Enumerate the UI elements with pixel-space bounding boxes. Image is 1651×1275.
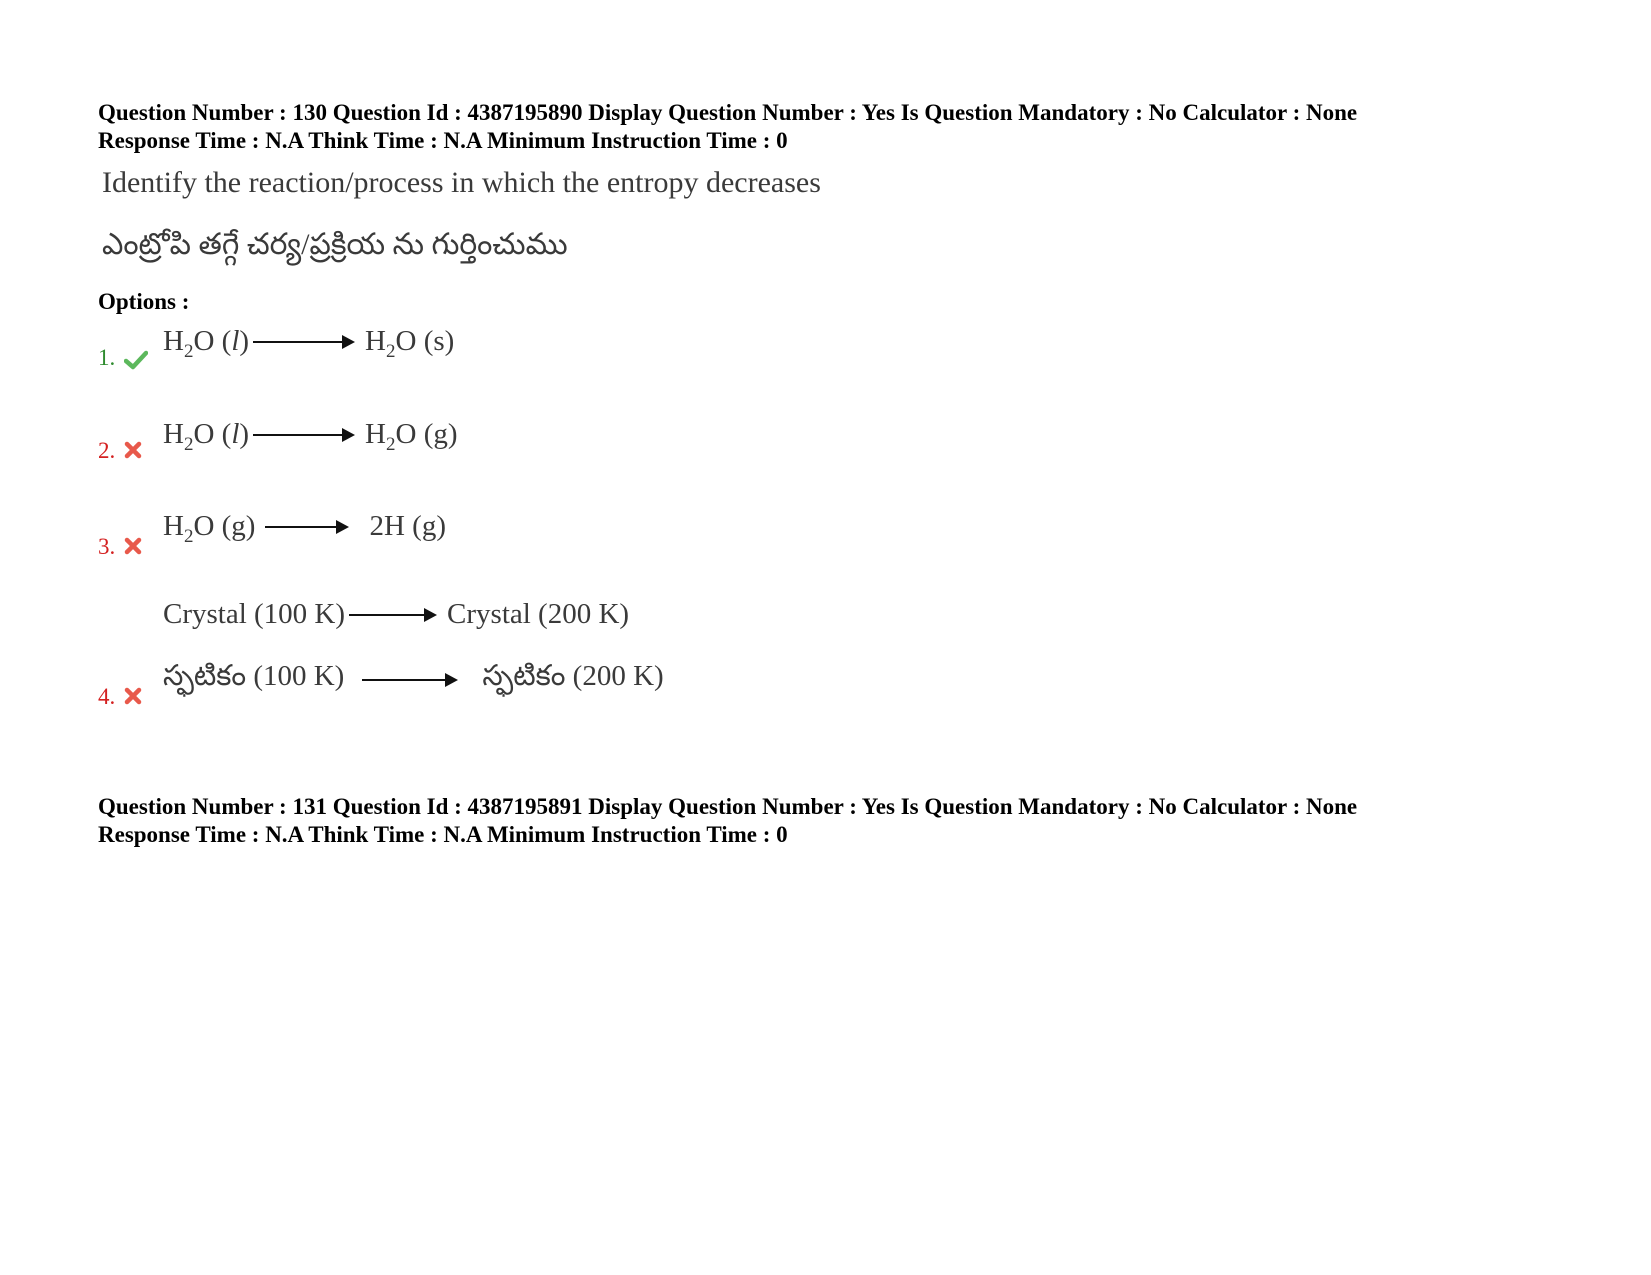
question-text-telugu: ఎంట్రోపి తగ్గే చర్య/ప్రక్రియ ను గుర్తించుము xyxy=(102,228,568,261)
question-131-meta xyxy=(98,793,1357,849)
cross-icon xyxy=(124,441,142,464)
arrow-icon xyxy=(253,434,353,436)
cross-icon xyxy=(124,537,142,560)
option-4-reaction-english[interactable] xyxy=(163,598,629,631)
option-1-rhs: $H_2O$ (s) xyxy=(365,325,455,362)
option-4-en-lhs: Crystal (100 K) xyxy=(163,598,346,630)
check-icon xyxy=(124,350,148,375)
question-130-meta-line1: Question Number : 130 Question Id : 4387195890 Display Question Number : Yes Is Question Mandatory : No Calculator : None xyxy=(98,100,1358,125)
option-4-number: 4. xyxy=(98,684,116,709)
arrow-icon xyxy=(253,341,353,343)
question-text-english: Identify the reaction/process in which the entropy decreases xyxy=(102,166,821,199)
option-2-reaction[interactable] xyxy=(163,418,458,455)
option-3-reaction[interactable] xyxy=(163,510,446,547)
options-label: Options : xyxy=(98,289,190,314)
option-4-te-lhs: స్ఫటికం (100 K) xyxy=(163,660,345,692)
option-4-reaction-telugu[interactable] xyxy=(163,660,664,700)
question-130-meta xyxy=(98,99,1357,155)
cross-icon xyxy=(124,687,142,710)
option-3-lhs: $H_2O$ (g) xyxy=(163,510,256,547)
option-2-rhs: $H_2O$ (g) xyxy=(365,418,458,455)
option-2-lhs: $H_2O$ (l) xyxy=(163,418,250,455)
question-131-meta-line2: Response Time : N.A Think Time : N.A Minimum Instruction Time : 0 xyxy=(98,822,788,847)
arrow-icon xyxy=(349,614,435,616)
option-4-te-rhs: స్ఫటికం (200 K) xyxy=(482,660,664,692)
option-3-rhs: 2H (g) xyxy=(369,510,446,542)
option-4-en-rhs: Crystal (200 K) xyxy=(447,598,630,630)
question-131-meta-line1: Question Number : 131 Question Id : 4387195891 Display Question Number : Yes Is Question Mandatory : No Calculator : None xyxy=(98,794,1358,819)
option-3-number: 3. xyxy=(98,534,116,559)
question-130-meta-line2: Response Time : N.A Think Time : N.A Minimum Instruction Time : 0 xyxy=(98,128,788,153)
option-1-lhs: $H_2O$ (l) xyxy=(163,325,250,362)
arrow-icon xyxy=(265,526,347,528)
arrow-icon xyxy=(362,679,456,681)
option-1-reaction[interactable] xyxy=(163,325,455,362)
option-2-number: 2. xyxy=(98,438,116,463)
option-1-number: 1. xyxy=(98,345,116,370)
